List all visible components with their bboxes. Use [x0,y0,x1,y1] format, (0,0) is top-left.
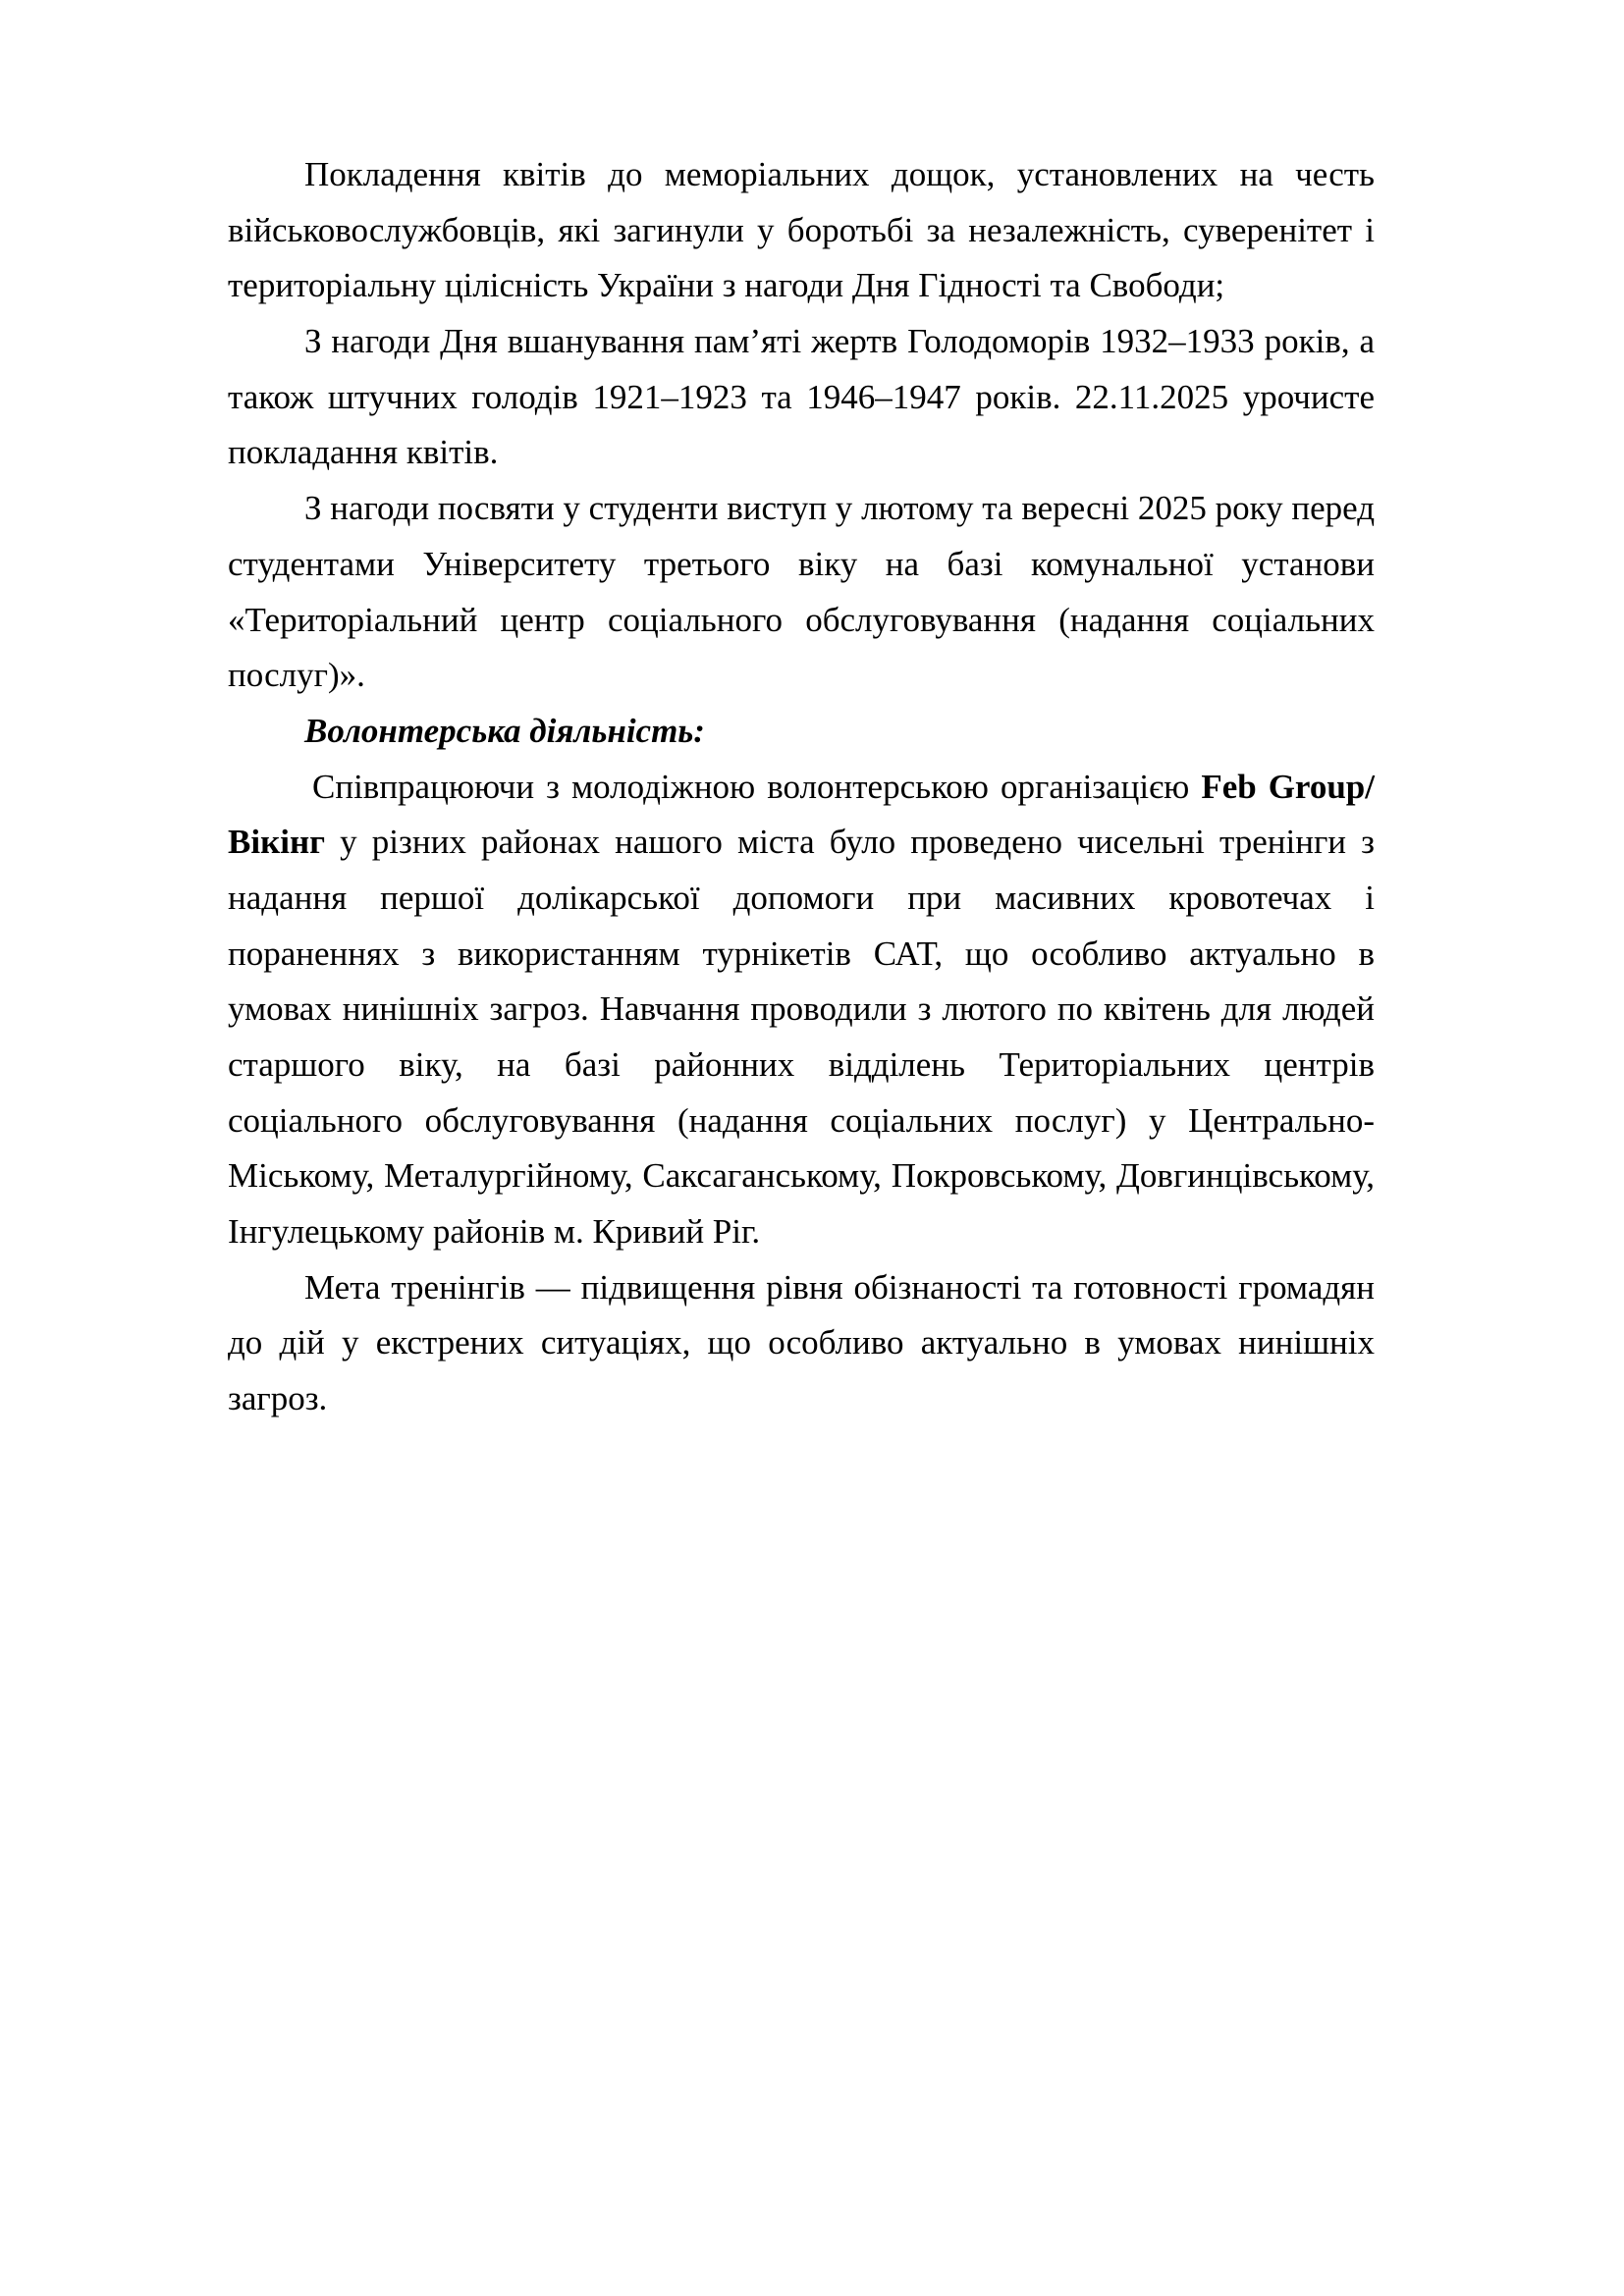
paragraph-training-goal: Мета тренінгів — підвищення рівня обізнаності та готовності громадян до дій у екстрених ситуаціях, що особливо актуально в умовах нинішніх загроз. [228,1267,1375,1418]
paragraph-memorial-flowers: Покладення квітів до меморіальних дощок, установлених на честь військовослужбовців, які загинули у боротьбі за незалежність, суверенітет і територіальну цілісність України з нагоди Дня Гідності та Свободи; [228,155,1375,305]
volunteer-text-before-org: Співпрацюючи з молодіжною волонтерською організацією [312,767,1202,806]
heading-volunteer-activity-text: Волонтерська діяльність: [304,711,705,750]
heading-volunteer-activity [228,704,1375,760]
paragraph-student-initiation: З нагоди посвяти у студенти виступ у лютому та вересні 2025 року перед студентами Університету третього віку на базі комунальної установи «Територіальний центр соціального обслуговування (надання соціальних послуг)». [228,489,1375,695]
paragraph-volunteer-trainings [228,760,1375,1260]
volunteer-text-after-org: у різних районах нашого міста було проведено чисельні тренінги з надання першої долікарської допомоги при масивних кровотечах і пораненнях з використанням турнікетів САТ, що особливо актуально в умовах нинішніх загроз. Навчання проводили з лютого по квітень для людей старшого віку, на базі районних відділень Територіальних центрів соціального обслуговування (надання соціальних послуг) у Центрально-Міському, Металургійному, Саксаганському, Покровському, Довгинцівському, Інгулецькому районів м. Кривий Ріг. [228,823,1375,1252]
paragraph-holodomor-remembrance: З нагоди Дня вшанування пам’яті жертв Голодоморів 1932–1933 років, а також штучних голодів 1921–1923 та 1946–1947 років. 22.11.2025 урочисте покладання квітів. [228,322,1375,472]
document-body [228,147,1375,1427]
organization-name: Feb Group/Вікінг [228,767,1375,862]
